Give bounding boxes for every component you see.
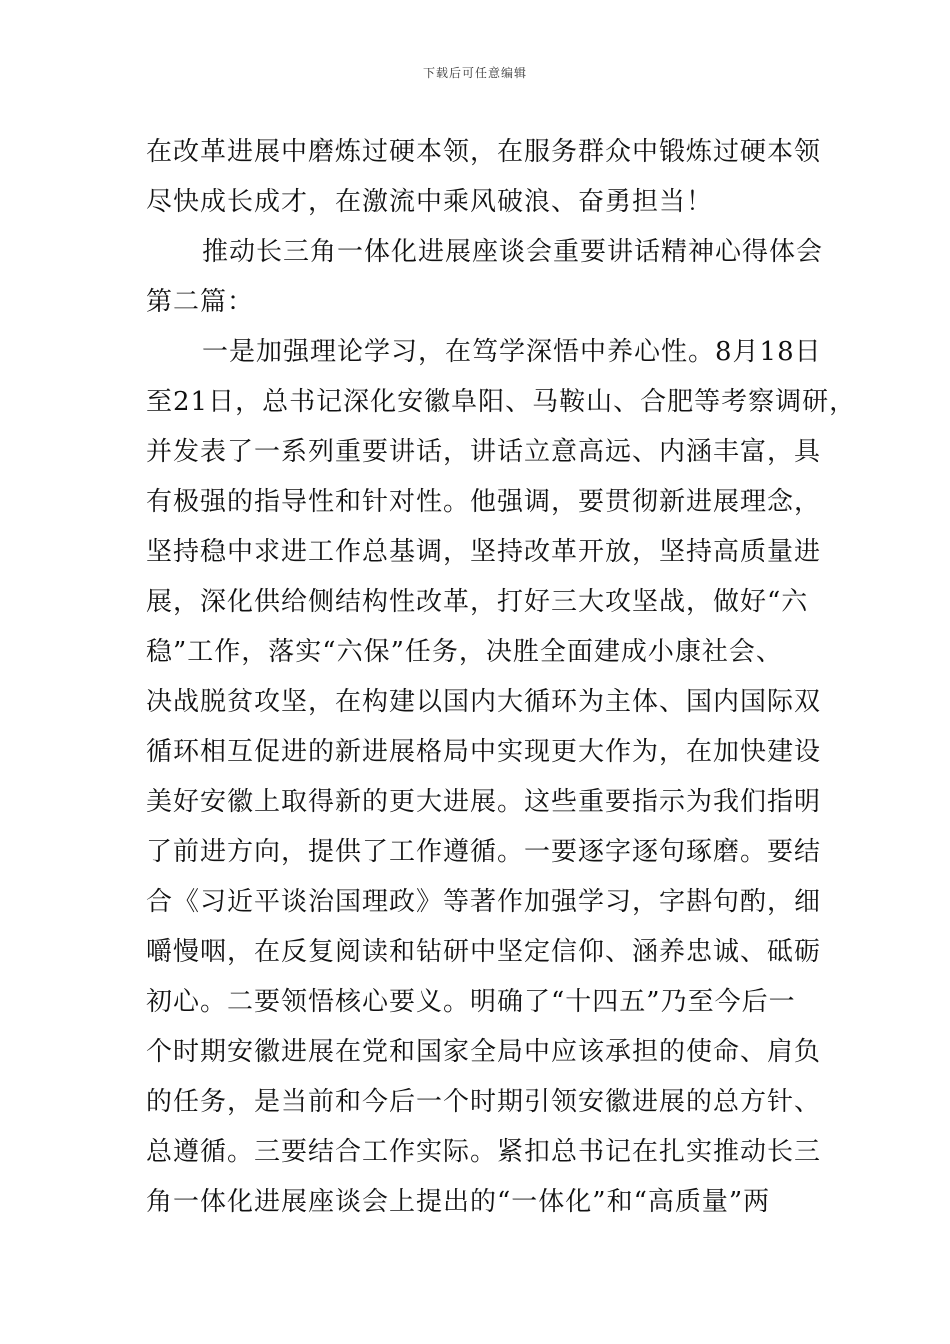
text-line: 尽快成长成才，在激流中乘风破浪、奋勇担当！ bbox=[146, 187, 714, 217]
text-line: 角一体化进展座谈会上提出的“一体化”和“高质量”两 bbox=[146, 1187, 771, 1217]
page-header-note: 下载后可任意编辑 bbox=[422, 66, 527, 80]
text-line: 的任务，是当前和今后一个时期引领安徽进展的总方针、 bbox=[146, 1087, 822, 1117]
text-line: 循环相互促进的新进展格局中实现更大作为，在加快建设 bbox=[146, 737, 822, 767]
section-title-continued: 第二篇： bbox=[146, 287, 255, 317]
text-line: 至21日，总书记深化安徽阜阳、马鞍山、合肥等考察调研， bbox=[146, 387, 857, 417]
text-line: 嚼慢咽，在反复阅读和钻研中坚定信仰、涵养忠诚、砥砺 bbox=[146, 937, 822, 967]
text-line: 稳”工作，落实“六保”任务，决胜全面建成小康社会、 bbox=[146, 637, 783, 667]
text-line: 坚持稳中求进工作总基调，坚持改革开放，坚持高质量进 bbox=[146, 537, 822, 567]
text-line: 决战脱贫攻坚，在构建以国内大循环为主体、国内国际双 bbox=[146, 687, 822, 717]
text-line: 个时期安徽进展在党和国家全局中应该承担的使命、肩负 bbox=[146, 1037, 822, 1067]
text-line: 总遵循。三要结合工作实际。紧扣总书记在扎实推动长三 bbox=[146, 1137, 822, 1167]
text-line: 美好安徽上取得新的更大进展。这些重要指示为我们指明 bbox=[146, 787, 822, 817]
section-title: 推动长三角一体化进展座谈会重要讲话精神心得体会 bbox=[202, 237, 824, 267]
text-line: 在改革进展中磨炼过硬本领，在服务群众中锻炼过硬本领 bbox=[146, 137, 822, 167]
text-line: 有极强的指导性和针对性。他强调，要贯彻新进展理念， bbox=[146, 487, 822, 517]
text-line: 并发表了一系列重要讲话，讲话立意高远、内涵丰富，具 bbox=[146, 437, 822, 467]
paragraph-start: 一是加强理论学习，在笃学深悟中养心性。8月18日 bbox=[202, 337, 822, 367]
document-body bbox=[146, 127, 857, 1227]
text-line: 初心。二要领悟核心要义。明确了“十四五”乃至今后一 bbox=[146, 987, 796, 1017]
text-line: 展，深化供给侧结构性改革，打好三大攻坚战，做好“六 bbox=[146, 587, 809, 617]
text-line: 了前进方向，提供了工作遵循。一要逐字逐句琢磨。要结 bbox=[146, 837, 822, 867]
text-line: 合《习近平谈治国理政》等著作加强学习，字斟句酌，细 bbox=[146, 887, 822, 917]
